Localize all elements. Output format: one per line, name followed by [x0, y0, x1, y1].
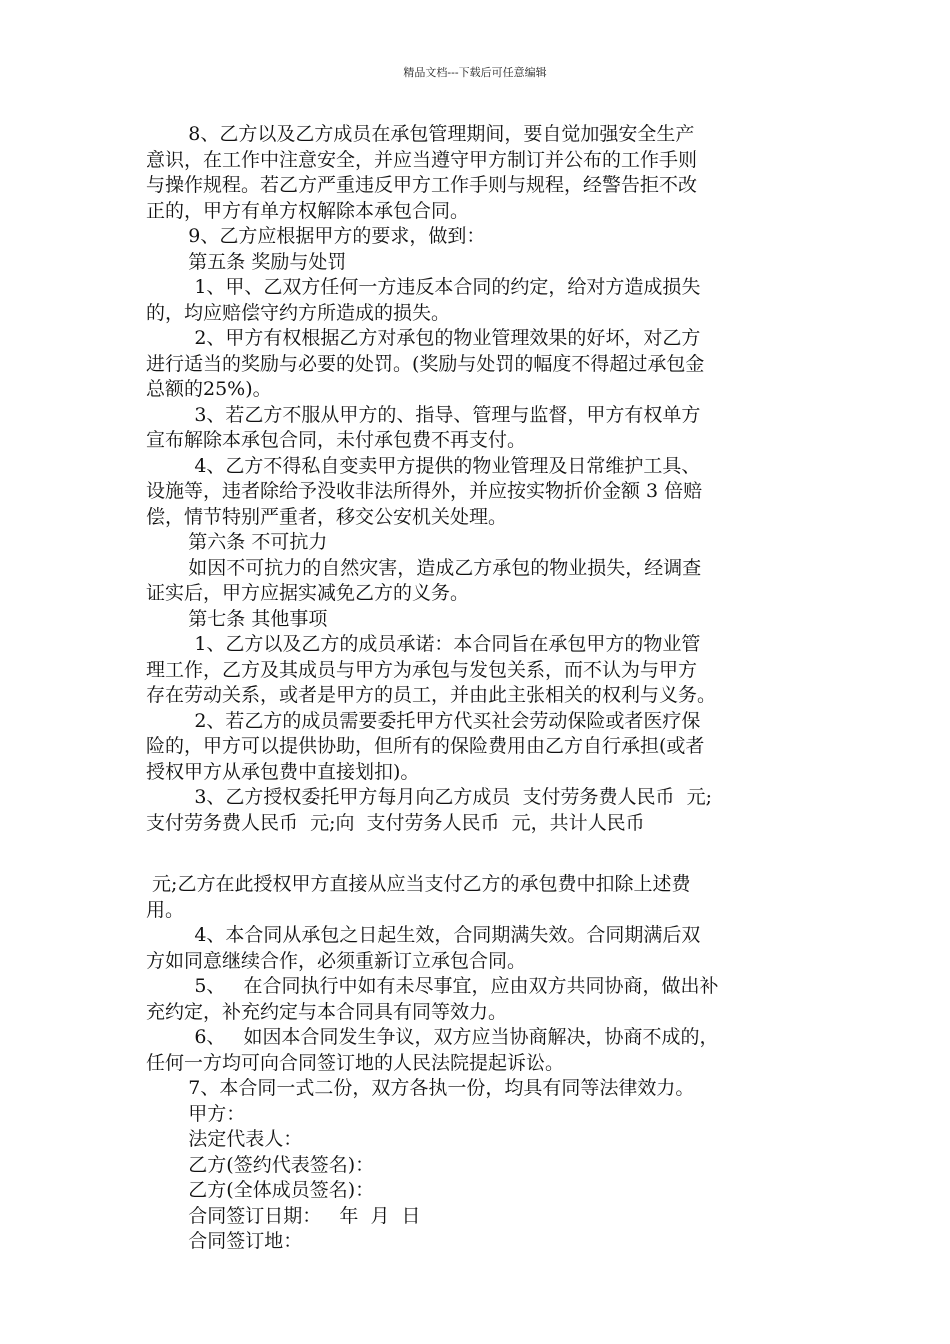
text-line: 元;乙方在此授权甲方直接从应当支付乙方的承包费中扣除上述费: [146, 873, 691, 895]
text-line: 任何一方均可向合同签订地的人民法院提起诉讼。: [146, 1051, 565, 1074]
text-line: 方如同意继续合作，必须重新订立承包合同。: [146, 949, 527, 972]
text-line: 的，均应赔偿守约方所造成的损失。: [146, 301, 451, 324]
text-line: 宣布解除本承包合同，未付承包费不再支付。: [146, 429, 527, 451]
text-line: 5、 在合同执行中如有未尽事宜，应由双方共同协商，做出补: [146, 975, 719, 997]
text-line: 与操作规程。若乙方严重违反甲方工作手则与规程，经警告拒不改: [146, 174, 698, 196]
text-line: 险的，甲方可以提供协助，但所有的保险费用由乙方自行承担(或者: [146, 735, 705, 757]
text-line: 7、本合同一式二份，双方各执一份，均具有同等法律效力。: [146, 1077, 695, 1099]
text-line: 存在劳动关系，或者是甲方的员工，并由此主张相关的权利与义务。: [146, 684, 717, 706]
text-line: 总额的25%)。: [146, 378, 272, 400]
text-line: 偿，情节特别严重者，移交公安机关处理。: [146, 505, 508, 528]
text-line: 2、甲方有权根据乙方对承包的物业管理效果的好坏，对乙方: [146, 327, 701, 349]
text-line: 3、乙方授权委托甲方每月向乙方成员 支付劳务费人民币 元;: [146, 786, 712, 808]
text-line: 9、乙方应根据甲方的要求，做到：: [146, 225, 486, 247]
text-line: 证实后，甲方应据实减免乙方的义务。: [146, 582, 470, 604]
text-line: 6、 如因本合同发生争议，双方应当协商解决，协商不成的，: [146, 1026, 719, 1048]
text-line: 正的，甲方有单方权解除本承包合同。: [146, 199, 470, 222]
text-line: 进行适当的奖励与必要的处罚。(奖励与处罚的幅度不得超过承包金: [146, 352, 705, 375]
text-line: 2、若乙方的成员需要委托甲方代买社会劳动保险或者医疗保: [146, 709, 701, 732]
text-line: 4、乙方不得私自变卖甲方提供的物业管理及日常维护工具、: [146, 454, 701, 477]
text-line: 1、甲、乙双方任何一方违反本合同的约定，给对方造成损失: [146, 276, 701, 298]
signing-date-line: 合同签订日期： 年 月 日: [146, 1204, 421, 1227]
page-header: 精品文档---下载后可任意编辑: [403, 66, 547, 79]
signature-line-party-a: 甲方：: [146, 1102, 246, 1125]
text-line: 充约定，补充约定与本合同具有同等效力。: [146, 1000, 508, 1023]
text-line: 用。: [146, 898, 185, 921]
blank-gap: [146, 836, 816, 872]
text-line: 1、乙方以及乙方的成员承诺：本合同旨在承包甲方的物业管: [146, 633, 701, 655]
text-line: 8、乙方以及乙方成员在承包管理期间，要自觉加强安全生产: [146, 123, 695, 145]
section-heading: 第五条 奖励与处罚: [146, 250, 347, 273]
text-line: 意识，在工作中注意安全，并应当遵守甲方制订并公布的工作手则: [146, 148, 698, 171]
text-line: 设施等，违者除给予没收非法所得外，并应按实物折价金额 3 倍赔: [146, 480, 703, 502]
section-heading: 第七条 其他事项: [146, 607, 328, 630]
text-line: 授权甲方从承包费中直接划扣)。: [146, 760, 420, 783]
signature-line-legal-rep: 法定代表人：: [146, 1128, 303, 1150]
text-line: 4、本合同从承包之日起生效，合同期满失效。合同期满后双: [146, 924, 701, 946]
signature-line-party-b-members: 乙方(全体成员签名)：: [146, 1179, 375, 1201]
text-line: 3、若乙方不服从甲方的、指导、管理与监督，甲方有权单方: [146, 403, 701, 426]
text-line: 理工作，乙方及其成员与甲方为承包与发包关系，而不认为与甲方: [146, 658, 698, 681]
signing-place-line: 合同签订地：: [146, 1230, 303, 1252]
section-heading: 第六条 不可抗力: [146, 531, 328, 553]
text-line: 支付劳务费人民币 元;向 支付劳务人民币 元，共计人民币: [146, 811, 645, 834]
text-line: 如因不可抗力的自然灾害，造成乙方承包的物业损失，经调查: [146, 556, 702, 579]
signature-line-party-b-rep: 乙方(签约代表签名)：: [146, 1153, 375, 1176]
document-body: [146, 122, 816, 1255]
